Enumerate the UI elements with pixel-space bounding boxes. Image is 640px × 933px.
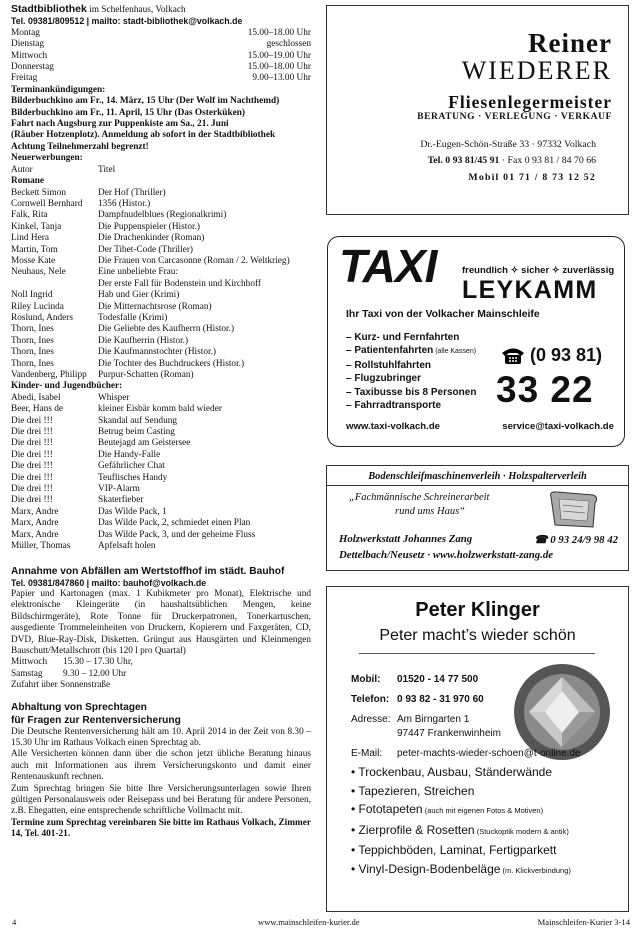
taxi-service-item: – Rollstuhlfahrten <box>346 359 432 371</box>
taxi-services <box>346 331 476 412</box>
book-title: 1356 (Histor.) <box>98 198 151 209</box>
klinger-tel: 0 93 82 - 31 970 60 <box>397 694 484 705</box>
book-title: Betrug beim Casting <box>98 427 175 438</box>
book-title: Die Handy-Falle <box>98 449 161 460</box>
book-author: Noll Ingrid <box>11 290 53 301</box>
book-row <box>11 199 311 210</box>
book-row <box>11 210 311 221</box>
book-row <box>11 427 311 438</box>
book-row <box>11 541 311 552</box>
klinger-service-item <box>351 860 571 881</box>
taxi-area-code: (0 93 81) <box>530 345 603 365</box>
book-row <box>11 507 311 518</box>
col-author: Autor <box>11 164 33 175</box>
klinger-service-item <box>351 763 571 782</box>
book-author: Thorn, Ines <box>11 324 54 335</box>
book-title: Die Tochter des Buchdruckers (Histor.) <box>98 358 245 369</box>
library-hours <box>11 28 311 85</box>
klinger-service-note: (Stuckoptik modern & antik) <box>474 826 569 836</box>
klinger-addr-2: 97447 Frankenwinheim <box>397 728 501 739</box>
book-author: Die drei !!! <box>11 427 53 438</box>
book-author: Vandenberg, Philipp <box>11 370 87 380</box>
taxi-web[interactable]: www.taxi-volkach.de <box>346 421 441 432</box>
taxi-tagline: Ihr Taxi von der Volkacher Mainschleife <box>346 309 540 320</box>
announcement: Bilderbuchkino am Fr., 11. April, 15 Uhr (Das Osterküken) <box>11 107 246 118</box>
book-author: Die drei !!! <box>11 449 53 460</box>
bauhof-hours <box>11 657 311 680</box>
library-location: im Schelfenhaus, Volkach <box>86 5 186 15</box>
wiederer-address: Dr.-Eugen-Schön-Straße 33 · 97332 Volkach <box>420 139 596 150</box>
hours-time: 15.00–18.00 Uhr <box>247 27 311 38</box>
hours-row <box>11 28 311 39</box>
book-author: Thorn, Ines <box>11 347 54 358</box>
announcement: (Räuber Hotzenplotz). Anmeldung ab sofort in der Stadtbibliothek <box>11 130 276 141</box>
wiederer-first: Reiner <box>528 28 612 58</box>
book-author: Kinkel, Tanja <box>11 221 62 232</box>
klinger-service-item <box>351 782 571 801</box>
hours-day: Donnerstag <box>11 62 54 73</box>
taxi-service-note: (alle Kassen) <box>433 348 477 356</box>
book-row <box>11 302 311 313</box>
book-author: Lind Hera <box>11 233 49 244</box>
klinger-service-text: Fototapeten <box>358 802 423 817</box>
hours-time: 15.00–18.00 Uhr <box>247 62 311 73</box>
book-author: Beckett Simon <box>11 187 67 198</box>
ad-zang <box>326 465 629 571</box>
bauhof-time: 15.30 – 17.30 Uhr, <box>63 657 133 668</box>
taxi-service-item: – Kurz- und Fernfahrten <box>346 332 460 343</box>
hours-day: Montag <box>11 27 40 38</box>
book-row <box>11 279 311 290</box>
taxi-service-item: – Fahrradtransporte <box>346 400 442 412</box>
wiederer-trade: Fliesenlegermeister <box>448 92 612 112</box>
book-title: Der erste Fall für Bodenstein und Kirchhoff <box>98 278 261 289</box>
book-row <box>11 336 311 347</box>
hours-time: geschlossen <box>266 39 311 50</box>
book-title: Der Tibet-Code (Thriller) <box>98 244 194 255</box>
hours-day: Dienstag <box>11 39 45 50</box>
book-title: Die Drachenkinder (Roman) <box>98 233 205 244</box>
bauhof-title: Annahme von Abfällen am Wertstoffhof im städt. Bauhof <box>11 565 285 577</box>
zang-web[interactable]: Dettelbach/Neusetz · www.holzwerkstatt-zang.de <box>339 549 554 561</box>
book-row <box>11 290 311 301</box>
hours-day: Mittwoch <box>11 50 48 61</box>
footer-url[interactable]: www.mainschleifen-kurier.de <box>258 917 360 927</box>
book-author: Die drei !!! <box>11 472 53 483</box>
novels-heading: Romane <box>11 176 45 187</box>
announcement: Fahrt nach Augsburg zur Puppenkiste am Sa., 21. Juni <box>11 119 229 130</box>
workbench-icon <box>543 487 601 531</box>
klinger-email[interactable]: peter-machts-wieder-schoen@t-online.de <box>397 748 581 759</box>
addr-label: Adresse: <box>351 714 391 725</box>
ad-taxi <box>327 236 625 447</box>
book-row <box>11 245 311 256</box>
taxi-service-item: – Patientenfahrten (alle Kassen) <box>346 345 477 357</box>
book-title: Der Hof (Thriller) <box>98 187 166 198</box>
bauhof-time: 9.30 – 12.00 Uhr <box>63 668 127 679</box>
ad-klinger <box>326 586 629 912</box>
klinger-mobil: 01520 - 14 77 500 <box>397 674 479 685</box>
taxi-number: 33 22 <box>496 369 594 410</box>
book-title: Die Puppenspieler (Histor.) <box>98 221 200 232</box>
book-author: Mosse Kate <box>11 255 56 266</box>
klinger-name: Peter Klinger <box>415 599 540 621</box>
book-author <box>11 279 98 290</box>
book-author: Die drei !!! <box>11 484 53 495</box>
taxi-service-item: – Taxibusse bis 8 Personen <box>346 386 477 398</box>
zang-name: Holzwerkstatt Johannes Zang <box>339 533 473 545</box>
book-title: Das Wilde Pack, 2, schmiedet einen Plan <box>98 518 251 529</box>
book-title: kleiner Eisbär komm bald wieder <box>98 404 222 415</box>
bauhof-body: Papier und Kartonagen (max. 1 Kubikmeter pro Monat), Elektrische und elektronische Kleingeräte (in haushaltsüblichen Mengen, keine Bildschirmgeräte), Rote Tonne für Druckerpatronen, Tonerkartuschen, ausgediente Trommeleinheiten von Druckern, Kopierern und Faxgeräten, CD, DVD, Blue-Ray-Disk, Disketten. Grüngut aus Hausgärten und Kleinmengen Bauschutt/Metallschrott (bis 120 l pro Quartal) <box>11 588 311 656</box>
book-row <box>11 484 311 495</box>
book-title: Whisper <box>98 392 130 403</box>
book-row <box>11 404 311 415</box>
wiederer-mobil: Mobil 01 71 / 8 73 12 52 <box>468 172 596 183</box>
book-author: Die drei !!! <box>11 438 53 449</box>
bauhof-day: Mittwoch <box>11 657 48 668</box>
rente-title-1: Abhaltung von Sprechtagen <box>11 701 147 713</box>
announcements <box>11 96 311 153</box>
book-author: Die drei !!! <box>11 461 53 472</box>
ad-wiederer <box>326 5 629 215</box>
book-title: Das Wilde Pack, 3, und der geheime Fluss <box>98 529 256 540</box>
rente-p2: Alle Versicherten können dann über die schon jetzt übliche Beratung hinaus auch mit Informationen aus ihrem Versicherungskonto und damit einer Rentenauskunft rechnen. <box>11 749 311 783</box>
klinger-slogan: Peter macht’s wieder schön <box>379 627 576 644</box>
zang-phone: ☎ 0 93 24/9 98 42 <box>534 534 618 546</box>
klinger-service-text: Tapezieren, Streichen <box>358 783 475 798</box>
klinger-service-item <box>351 821 571 842</box>
book-author: Beer, Hans de <box>11 404 64 415</box>
taxi-word: TAXI <box>339 240 437 292</box>
announcement: Achtung Teilnehmerzahl begrenzt! <box>11 141 149 152</box>
wiederer-tel-line <box>428 155 596 166</box>
klinger-service-note: (m. Klickverbindung) <box>500 865 571 875</box>
kids-heading: Kinder- und Jugendbücher: <box>11 381 123 392</box>
tel-label: Telefon: <box>351 694 390 705</box>
book-author: Cornwell Bernhard <box>11 198 83 209</box>
klinger-services <box>351 763 571 881</box>
taxi-service-item: – Flugzubringer <box>346 373 421 385</box>
book-row <box>11 461 311 472</box>
announce-heading: Terminankündigungen: <box>11 84 106 95</box>
klinger-service-item <box>351 841 571 860</box>
book-row <box>11 222 311 233</box>
rente-p1: Die Deutsche Rentenversicherung hält am 10. April 2014 in der Zeit von 8.30 – 15.30 Uhr im Rathaus Volkach einen Sprechtag ab. <box>11 726 311 748</box>
announcement: Bilderbuchkino am Fr., 14. März, 15 Uhr (Der Wolf im Nachthemd) <box>11 96 280 107</box>
klinger-contact <box>351 673 581 761</box>
library-title: Stadtbibliothek <box>11 3 87 15</box>
bullet-icon: • <box>351 783 359 798</box>
hours-row <box>11 51 311 62</box>
zang-quote-2: rund ums Haus“ <box>395 506 466 517</box>
hours-time: 15.00–19.00 Uhr <box>247 50 311 61</box>
book-row <box>11 450 311 461</box>
hours-row <box>11 39 311 50</box>
hours-row <box>11 62 311 73</box>
book-author: Marx, Andre <box>11 518 59 529</box>
zang-quote-1: „Fachmännische Schreinerarbeit <box>349 492 490 503</box>
book-row <box>11 347 311 358</box>
book-author: Marx, Andre <box>11 529 59 540</box>
library-contact: Tel. 09381/809512 | mailto: stadt-bibliothek@volkach.de <box>11 16 243 27</box>
zang-header: Bodenschleifmaschinenverleih · Holzspalterverleih <box>368 471 587 482</box>
book-row <box>11 473 311 484</box>
book-title: Teuflisches Handy <box>98 472 168 483</box>
book-row <box>11 359 311 370</box>
book-row <box>11 438 311 449</box>
book-title: Gefährlicher Chat <box>98 461 165 472</box>
column-headers <box>11 165 311 176</box>
bauhof-hours-row <box>11 657 311 668</box>
footer-issue: Mainschleifen-Kurier 3-14 <box>537 917 630 927</box>
library-heading <box>11 4 311 16</box>
klinger-divider <box>359 653 595 654</box>
book-title: VIP-Alarm <box>98 484 140 495</box>
book-title: Skandal auf Sendung <box>98 415 178 426</box>
book-row <box>11 518 311 529</box>
novels-list <box>11 188 311 382</box>
book-title: Hab und Gier (Krimi) <box>98 290 180 301</box>
email-label: E-Mail: <box>351 748 383 759</box>
klinger-service-text: Vinyl-Design-Bodenbeläge <box>358 861 501 876</box>
bauhof-hours-row <box>11 669 311 680</box>
book-row <box>11 313 311 324</box>
book-author: Abedi, Isabel <box>11 392 61 403</box>
book-author: Thorn, Ines <box>11 358 54 369</box>
book-title: Die Geliebte des Kaufherrn (Histor.) <box>98 324 235 335</box>
taxi-name: LEYKAMM <box>462 276 598 304</box>
wiederer-services: BERATUNG · VERLEGUNG · VERKAUF <box>417 112 612 122</box>
book-row <box>11 495 311 506</box>
bullet-icon: • <box>351 765 359 779</box>
mobil-label: Mobil: <box>351 674 381 685</box>
book-author: Die drei !!! <box>11 415 53 426</box>
book-author: Martin, Tom <box>11 244 58 255</box>
col-title: Titel <box>98 164 116 175</box>
book-author: Neuhaus, Nele <box>11 267 66 278</box>
wiederer-last: WIEDERER <box>461 56 612 85</box>
book-author: Falk, Rita <box>11 210 48 221</box>
rente-p4: Termine zum Sprechtag vereinbaren Sie bitte im Rathaus Volkach, Zimmer 14, Tel. 401-21. <box>11 817 311 840</box>
zang-contact-line <box>339 533 472 545</box>
bauhof-day: Samstag <box>11 668 43 679</box>
klinger-service-text: Teppichböden, Laminat, Fertigparkett <box>358 843 557 858</box>
bauhof-contact: Tel. 09381/847860 | mailto: bauhof@volkach.de <box>11 577 207 588</box>
bauhof-note: Zufahrt über Sonnenstraße <box>11 680 111 691</box>
rente-title-2: für Fragen zur Rentenversicherung <box>11 714 181 726</box>
book-title: Beutejagd am Geistersee <box>98 438 191 449</box>
hours-time: 9.00–13.00 Uhr <box>252 73 311 84</box>
taxi-email[interactable]: service@taxi-volkach.de <box>502 421 614 432</box>
book-title: Die Mitternachtsrose (Roman) <box>98 301 212 312</box>
hours-day: Freitag <box>11 73 38 84</box>
zang-divider <box>327 485 628 486</box>
book-row <box>11 530 311 541</box>
book-row <box>11 233 311 244</box>
book-title: Eine unbeliebte Frau: <box>98 267 179 278</box>
book-title: Die Kaufmannstochter (Histor.) <box>98 347 216 358</box>
book-author: Die drei !!! <box>11 495 53 506</box>
wiederer-tel: Tel. 0 93 81/45 91 <box>427 155 500 166</box>
bullet-icon: • <box>351 802 359 817</box>
book-row <box>11 256 311 267</box>
book-title: Die Kaufherrin (Histor.) <box>98 335 189 346</box>
new-books-heading: Neuerwerbungen: <box>11 153 83 164</box>
book-title: Apfelsaft holen <box>98 541 156 552</box>
taxi-slogan: freundlich ✧ sicher ✧ zuverlässig <box>462 265 615 276</box>
left-column <box>11 4 311 841</box>
book-row <box>11 267 311 278</box>
klinger-service-note: (auch mit eigenen Fotos & Motiven) <box>422 806 544 816</box>
book-author: Thorn, Ines <box>11 335 54 346</box>
book-row <box>11 370 311 381</box>
phone-icon <box>500 344 526 366</box>
klinger-service-text: Zierprofile & Rosetten <box>358 822 475 837</box>
book-author: Roslund, Anders <box>11 312 73 323</box>
book-row <box>11 416 311 427</box>
book-title: Die Frauen von Carcasonne (Roman / 2. Weltkrieg) <box>98 255 290 266</box>
book-title: Skaterfieber <box>98 495 144 506</box>
book-title: Dampfnudelblues (Regionalkrimi) <box>98 210 227 221</box>
book-author: Müller, Thomas <box>11 541 71 552</box>
book-title: Todesfalle (Krimi) <box>98 312 168 323</box>
bullet-icon: • <box>351 822 359 837</box>
book-author: Marx, Andre <box>11 506 59 517</box>
book-row <box>11 188 311 199</box>
hours-row <box>11 73 311 84</box>
klinger-addr-1: Am Birngarten 1 <box>397 714 470 725</box>
book-row <box>11 324 311 335</box>
book-author: Riley Lucinda <box>11 301 64 312</box>
page-number: 4 <box>12 917 17 927</box>
footer <box>0 917 640 931</box>
kids-list <box>11 393 311 553</box>
book-title: Das Wilde Pack, 1 <box>98 506 167 517</box>
wiederer-fax: · Fax 0 93 81 / 84 70 66 <box>501 155 596 166</box>
rente-p3: Zum Sprechtag bringen Sie bitte Ihre Versicherungsunterlagen sowie Ihren gültigen Personalausweis oder Reisepass und bei Beratung für andere Personen, z.B. Ehegatten, eine entsprechende schriftliche Vollmacht mit. <box>11 783 311 817</box>
klinger-service-item <box>351 800 571 821</box>
book-title: Purpur-Schatten (Roman) <box>98 370 194 380</box>
bullet-icon: • <box>351 861 359 876</box>
bullet-icon: • <box>351 843 359 858</box>
klinger-service-text: Trockenbau, Ausbau, Ständerwände <box>358 765 553 779</box>
book-row <box>11 393 311 404</box>
